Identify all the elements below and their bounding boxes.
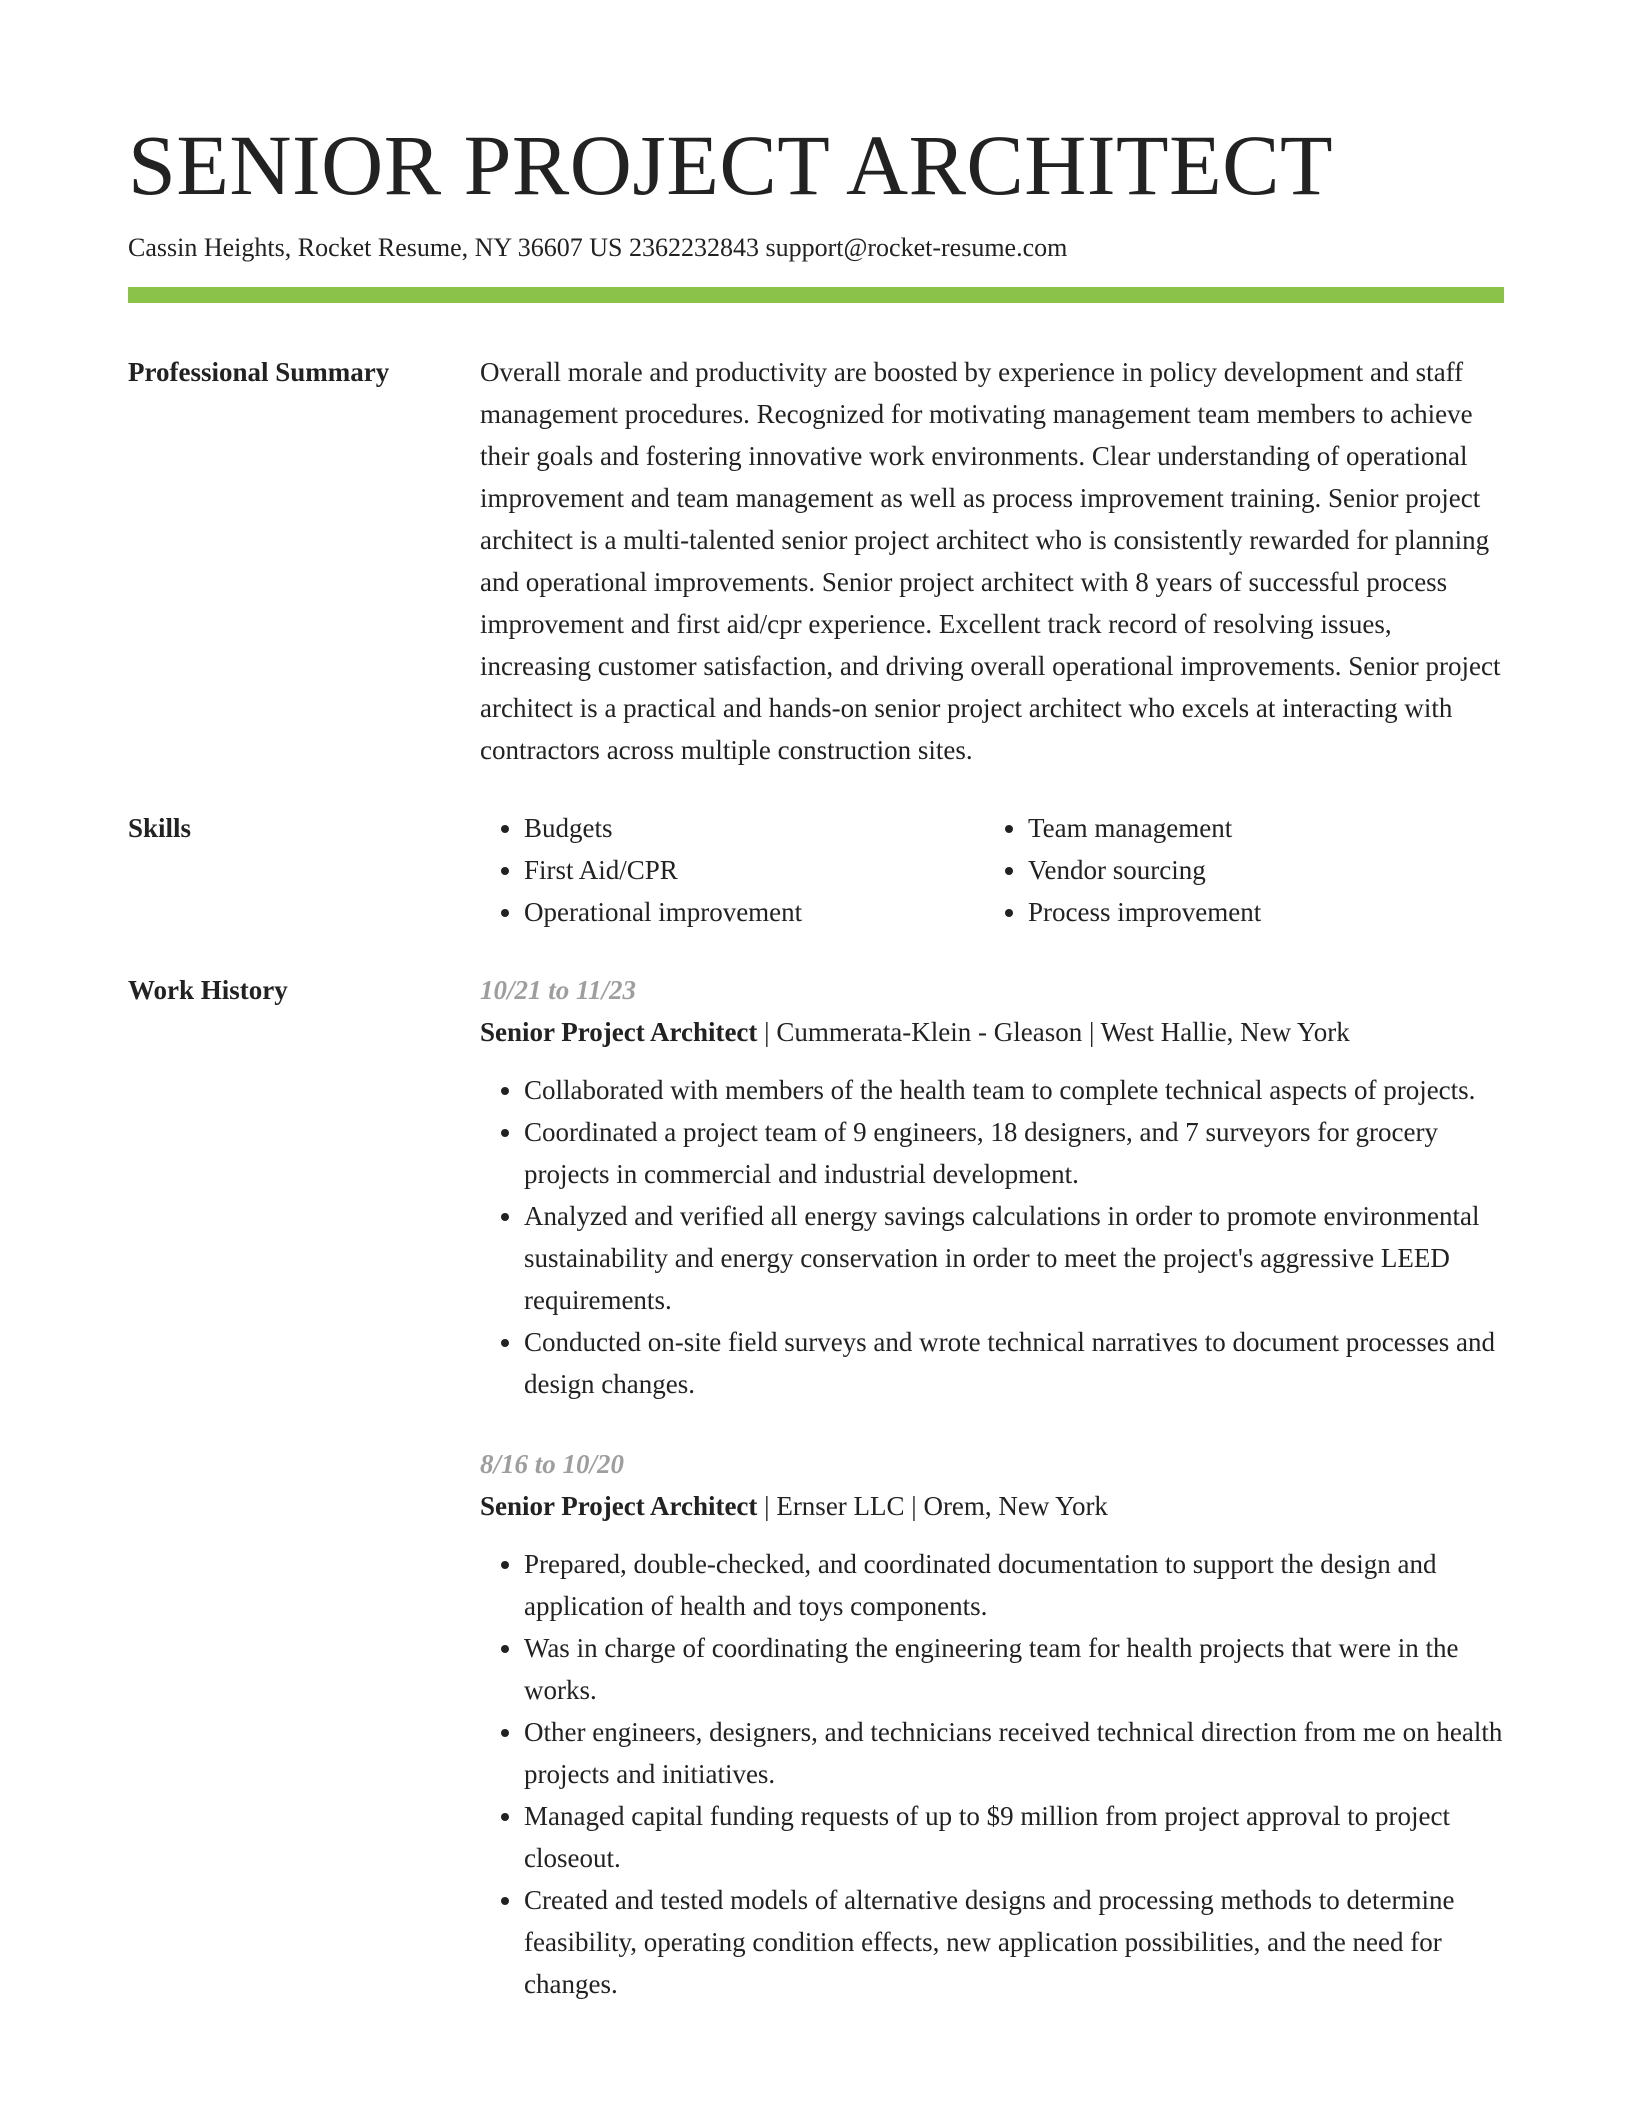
job-heading [480,1485,1504,1527]
resume-name: SENIOR PROJECT ARCHITECT [128,117,1333,213]
job-heading [480,1011,1504,1053]
job-bullet: • Analyzed and verified all energy savings calculations in order to promote environmental sustainability and energy conservation in order to meet the project's aggressive LEED requirements. [524,1195,1504,1321]
work-history-section [128,969,1504,2043]
job-entry [480,1443,1504,2005]
skill-item: • Budgets [524,807,984,849]
job-dates: 8/16 to 10/20 [480,1449,625,1480]
job-bullets [480,1543,1504,2005]
resume-page [128,118,1504,2043]
job-bullet: • Prepared, double-checked, and coordinated documentation to support the design and application of health and toys components. [524,1543,1504,1627]
job-bullet: • Was in charge of coordinating the engineering team for health projects that were in the works. [524,1627,1504,1711]
skills-title: Skills [128,813,192,844]
contact-line: Cassin Heights, Rocket Resume, NY 36607 US 2362232843 support@rocket-resume.com [128,232,1068,262]
job-entry [480,969,1504,1405]
job-dates: 10/21 to 11/23 [480,975,637,1006]
job-bullet: • Other engineers, designers, and technicians received technical direction from me on health projects and initiatives. [524,1711,1504,1795]
skill-item: • Vendor sourcing [1028,849,1488,891]
skill-item: • Process improvement [1028,891,1488,933]
summary-section [128,351,1504,771]
skills-column-left [480,807,984,933]
skill-item: • First Aid/CPR [524,849,984,891]
skills-grid [480,807,1504,933]
work-history-title: Work History [128,975,288,1006]
job-details: | Cummerata-Klein - Gleason | West Hallie, New York [757,1017,1350,1048]
job-bullet: • Created and tested models of alternative designs and processing methods to determine feasibility, operating condition effects, new application possibilities, and the need for changes. [524,1879,1504,2005]
job-details: | Ernser LLC | Orem, New York [757,1491,1108,1522]
skill-item: • Operational improvement [524,891,984,933]
job-bullet: • Collaborated with members of the health team to complete technical aspects of projects. [524,1069,1504,1111]
job-title: Senior Project Architect [480,1017,758,1048]
summary-text: Overall morale and productivity are boosted by experience in policy development and staff management procedures. Recognized for motivating management team members to achieve their goals and fostering innovative work environments. Clear understanding of operational improvement and team management as well as process improvement training. Senior project architect is a multi-talented senior project architect who is consistently rewarded for planning and operational improvements. Senior project architect with 8 years of successful process improvement and first aid/cpr experience. Excellent track record of resolving issues, increasing customer satisfaction, and driving overall operational improvements. Senior project architect is a practical and hands-on senior project architect who excels at interacting with contractors across multiple construction sites. [480,357,1501,766]
job-bullet: • Managed capital funding requests of up to $9 million from project approval to project closeout. [524,1795,1504,1879]
job-bullets [480,1069,1504,1405]
header-divider [128,287,1504,303]
summary-title: Professional Summary [128,357,390,388]
job-bullet: • Coordinated a project team of 9 engineers, 18 designers, and 7 surveyors for grocery projects in commercial and industrial development. [524,1111,1504,1195]
job-title: Senior Project Architect [480,1491,758,1522]
skills-column-right [984,807,1488,933]
skill-item: • Team management [1028,807,1488,849]
job-bullet: • Conducted on-site field surveys and wrote technical narratives to document processes and design changes. [524,1321,1504,1405]
skills-section [128,807,1504,933]
